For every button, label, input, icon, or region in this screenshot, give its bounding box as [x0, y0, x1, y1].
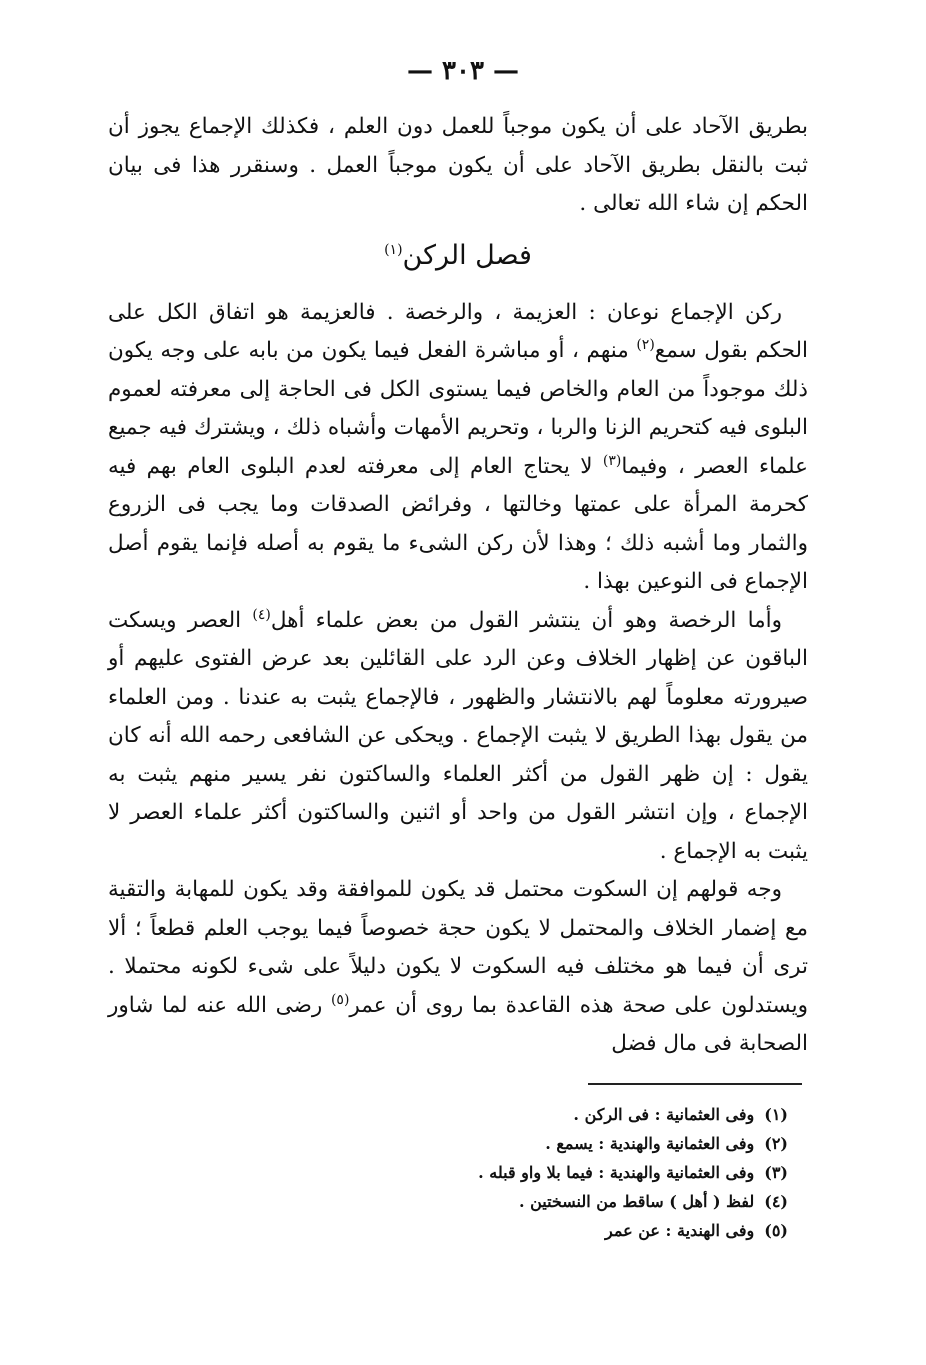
- footnote-number: (١): [764, 1105, 788, 1124]
- footnote-marker: (١): [384, 241, 403, 258]
- footnote-item: [360, 1158, 788, 1187]
- footnotes: [360, 1100, 788, 1245]
- paragraph-text: وأما الرخصة وهو أن ينتشر القول من بعض علماء أهل: [270, 607, 782, 633]
- footnote-text: لفظ ( أهل ) ساقط من النسختين .: [518, 1192, 755, 1211]
- paragraph-rukhsah: [108, 602, 808, 872]
- footnote-item: [360, 1100, 788, 1129]
- footnote-text: وفى العثمانية والهندية : يسمع .: [545, 1134, 755, 1153]
- paragraph-text: لا يحتاج العام إلى معرفته لعدم البلوى العام بهم فيه كحرمة المرأة على عمتها وخالتها ، وفرائض الصدقات وما يجب فى الزروع والثمار وما أشبه ذلك ؛ وهذا لأن ركن الشىء ما يقوم به أصله فإنما يقوم أصل الإجماع فى النوعين بهذا .: [108, 453, 808, 594]
- footnote-item: [360, 1216, 788, 1245]
- footnote-item: [360, 1187, 788, 1216]
- footnote-text: وفى العثمانية والهندية : فيما بلا واو قبله .: [478, 1163, 755, 1182]
- paragraph-text: ركن الإجماع نوعان : العزيمة ، والرخصة . فالعزيمة هو اتفاق الكل على الحكم بقول سمع: [108, 299, 808, 363]
- paragraph-text: وجه قولهم إن السكوت محتمل قد يكون للموافقة وقد يكون للمهابة والتقية مع إضمار الخلاف والمحتمل لا يكون حجة خصوصاً فيما يوجب العلم قطعاً ؛ ألا ترى أن فيما هو مختلف فيه السكوت لا يكون دليلاً على شىء لكونه محتملا . ويستدلون على صحة هذه القاعدة بما روى أن عمر: [108, 877, 808, 1018]
- footnote-number: (٥): [764, 1221, 788, 1240]
- footnote-item: [360, 1129, 788, 1158]
- paragraph-text: رضى الله عنه لما شاور الصحابة فى مال فضل: [108, 992, 808, 1056]
- footnote-number: (٤): [764, 1192, 788, 1211]
- footnote-marker: (٣): [602, 452, 622, 469]
- footnote-marker: (٢): [636, 336, 655, 353]
- footnote-text: وفى العثمانية : فى الركن .: [573, 1105, 755, 1124]
- section-heading: [108, 236, 808, 276]
- footnote-divider: [588, 1083, 802, 1085]
- main-text: [108, 108, 808, 1064]
- paragraph-argument: [108, 871, 808, 1064]
- paragraph-text: العصر ويسكت الباقون عن إظهار الخلاف وعن الرد على القائلين بعد عرض الفتوى عليهم أو صيرورته معلوماً لهم بالانتشار والظهور ، فالإجماع يثبت به عندنا . ومن العلماء من يقول بهذا الطريق لا يثبت الإجماع . ويحكى عن الشافعى رحمه الله أنه كان يقول : إن ظهر القول من أكثر العلماء والساكتون نفر يسير منهم يثبت به الإجماع ، وإن انتشر القول من واحد أو اثنين والساكتون أكثر علماء العصر لا يثبت به الإجماع .: [108, 607, 808, 864]
- page-number: — ٣٠٣ —: [406, 56, 520, 86]
- footnote-number: (٢): [764, 1134, 788, 1153]
- paragraph-text: منهم ، أو مباشرة الفعل فيما يكون من بابه على وجه يكون ذلك موجوداً من العام والخاص فيما يستوى الكل فى الحاجة إلى معرفته لعموم البلوى فيه كتحريم الزنا والربا ، وتحريم الأمهات وأشباه ذلك ، ويشترك فيه جميع علماء العصر ، وفيما: [108, 338, 808, 479]
- paragraph-azimah: [108, 294, 808, 602]
- section-heading-text: فصل الركن: [402, 239, 532, 271]
- footnote-marker: (٤): [252, 606, 271, 623]
- paragraph-continuation: بطريق الآحاد على أن يكون موجباً للعمل دون العلم ، فكذلك الإجماع يجوز أن ثبت بالنقل بطريق الآحاد على أن يكون موجباً العمل . وسنقرر هذا فى بيان الحكم إن شاء الله تعالى .: [108, 114, 808, 216]
- footnote-number: (٣): [764, 1163, 788, 1182]
- footnote-marker: (٥): [330, 991, 350, 1008]
- footnote-text: وفى الهندية : عن عمر: [605, 1221, 755, 1240]
